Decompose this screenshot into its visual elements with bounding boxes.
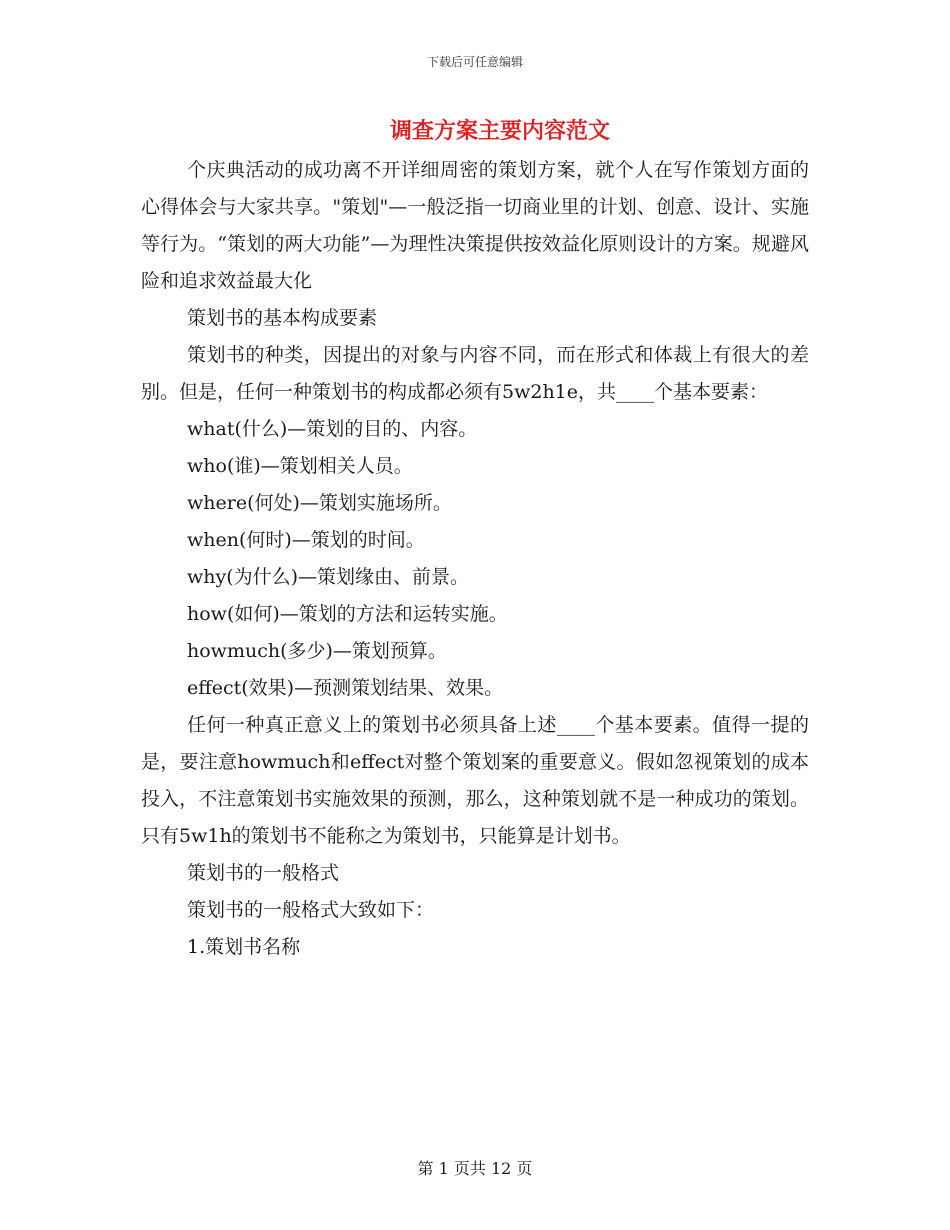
- paragraph-heading-format: 策划书的一般格式: [187, 862, 340, 884]
- paragraph-intro: 个庆典活动的成功离不开详细周密的策划方案，就个人在写作策划方面的心得体会与大家共享。"策划"—一般泛指一切商业里的计划、创意、设计、实施等行为。“策划的两大功能”—为理性决策提供按效益化原则设计的方案。规避风险和追求效益最大化: [141, 159, 809, 292]
- page-footer: 第 1 页共 12 页: [417, 1159, 533, 1178]
- list-item-what: what(什么)—策划的目的、内容。: [187, 418, 478, 440]
- list-item-effect: effect(效果)—预测策划结果、效果。: [187, 677, 504, 699]
- list-item-why: why(为什么)—策划缘由、前景。: [187, 566, 470, 588]
- paragraph-requirements: 任何一种真正意义上的策划书必须具备上述____个基本要素。值得一提的是，要注意howmuch和effect对整个策划案的重要意义。假如忽视策划的成本投入，不注意策划书实施效果的预测，那么，这种策划就不是一种成功的策划。只有5w1h的策划书不能称之为策划书，只能算是计划书。: [141, 714, 809, 847]
- list-item-how: how(如何)—策划的方法和运转实施。: [187, 603, 508, 625]
- paragraph-format-item-1: 1.策划书名称: [187, 936, 301, 958]
- paragraph-format-intro: 策划书的一般格式大致如下：: [187, 899, 435, 921]
- document-body: [141, 152, 809, 966]
- paragraph-heading-elements: 策划书的基本构成要素: [187, 307, 378, 329]
- list-item-howmuch: howmuch(多少)—策划预算。: [187, 640, 447, 662]
- document-title: 调查方案主要内容范文: [389, 119, 610, 144]
- list-item-where: where(何处)—策划实施场所。: [187, 492, 452, 514]
- paragraph-types: 策划书的种类，因提出的对象与内容不同，而在形式和体裁上有很大的差别。但是，任何一种策划书的构成都必须有5w2h1e，共____个基本要素：: [141, 344, 809, 403]
- page-header: 下载后可任意编辑: [426, 55, 523, 69]
- list-item-who: who(谁)—策划相关人员。: [187, 455, 413, 477]
- list-item-when: when(何时)—策划的时间。: [187, 529, 425, 551]
